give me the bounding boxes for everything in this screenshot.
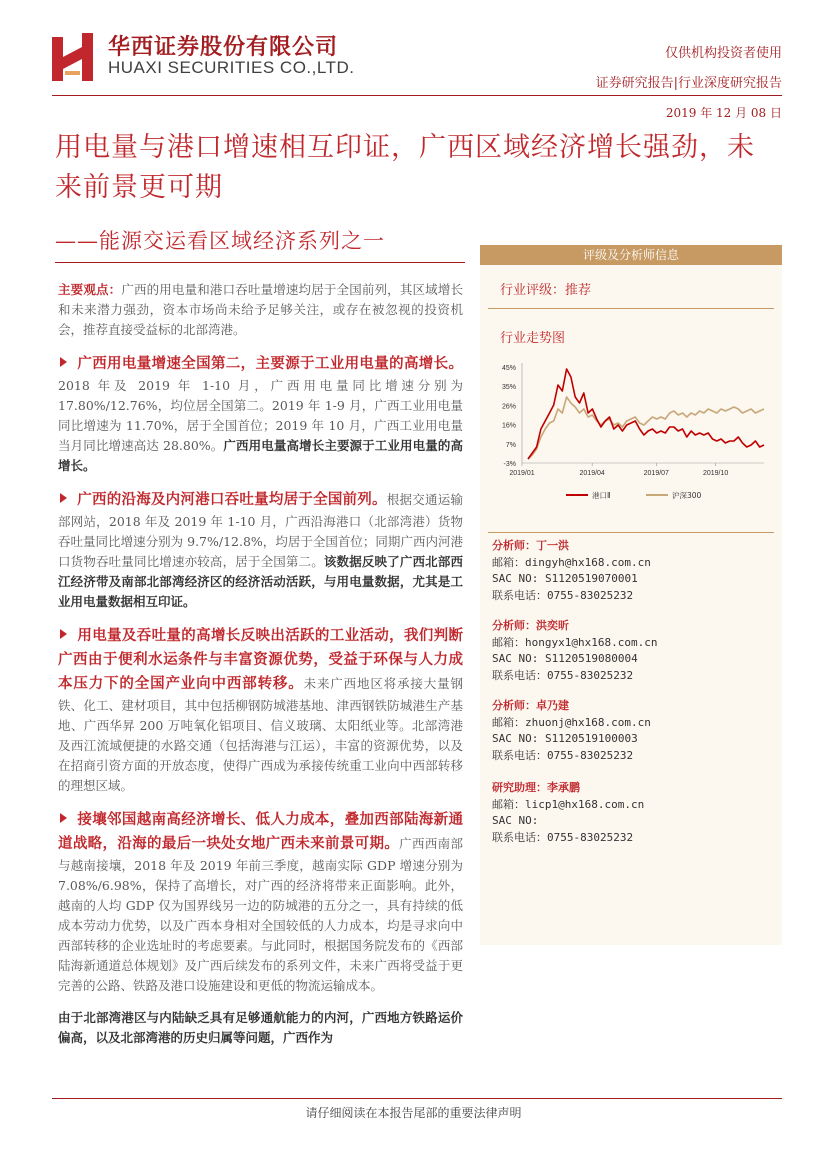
legend-label: 港口Ⅱ (592, 491, 611, 500)
industry-rating: 行业评级：推荐 (500, 283, 592, 298)
footer-divider (52, 1098, 782, 1099)
huaxi-logo-icon (52, 33, 98, 81)
y-tick-label: 35% (501, 384, 516, 392)
analyst-phone: 联系电话：0755-83025232 (492, 748, 634, 762)
series-line-hs300 (528, 397, 764, 459)
bullet-electricity-conclusion: 广西用电量高增长主要源于工业用电量的高增长。 (58, 438, 463, 473)
bullet-electricity-heading: 广西用电量增速全国第二，主要源于工业用电量的高增长。 (77, 355, 463, 372)
report-type-tag: 证券研究报告|行业深度研究报告 (595, 76, 782, 91)
analyst-phone: 联系电话：0755-83025232 (492, 588, 634, 602)
legend-label: 沪深300 (672, 491, 702, 500)
header-divider (52, 95, 782, 96)
analyst-sac: SAC NO: S1120519080004 (492, 652, 638, 665)
company-name-en: HUAXI SECURITIES CO.,LTD. (108, 58, 355, 77)
sidebar-divider (488, 308, 774, 309)
sidebar-header: 评级及分析师信息 (480, 245, 782, 265)
x-tick-label: 2019/04 (579, 470, 605, 477)
analyst-block (492, 698, 651, 764)
analyst-email: 邮箱：dingyh@hx168.com.cn (492, 555, 651, 569)
y-tick-label: 7% (505, 441, 516, 449)
y-tick-label: 45% (501, 365, 516, 372)
sidebar-divider (488, 532, 774, 533)
report-date: 2019 年 12 月 08 日 (665, 106, 782, 120)
bullet-industry-heading: 用电量及吞吐量的高增长反映出活跃的工业活动，我们判断广西由于便利水运条件与丰富资源优势，受益于环保与人力成本压力下的全国产业向中西部转移。 (58, 627, 463, 692)
trend-chart-title: 行业走势图 (500, 331, 566, 346)
x-tick-label: 2019/01 (509, 470, 535, 477)
analyst-email: 邮箱：licp1@hx168.com.cn (492, 797, 645, 811)
x-tick-label: 2019/07 (643, 470, 669, 477)
y-tick-label: -3% (503, 461, 516, 468)
company-name-cn: 华西证券股份有限公司 (108, 35, 339, 60)
bullet-electricity-text: 2018 年及 2019 年 1-10 月，广西用电量同比增速分别为 17.80%/12.76%，均位居全国第二。2019 年 1-9 月，广西工业用电量同比增速为 11.70%，居于全国首位；2019 年 10 月，广西工业用电量当月同比增速高达 28.80%。 (58, 378, 463, 453)
bullet-ports-text: 根据交通运输部网站，2018 年及 2019 年 1-10 月，广西沿海港口（北部湾港）货物吞吐量同比增速分别为 9.7%/12.8%，均居于全国首位；同期广西内河港口货物吞吐量同比增速亦较高，居于全国第二。 (58, 492, 463, 569)
research-assistant-block (492, 780, 644, 846)
title-divider (55, 262, 465, 263)
bullet-triangle-icon (60, 493, 67, 503)
investor-tag: 仅供机构投资者使用 (664, 46, 782, 61)
analyst-phone: 联系电话：0755-83025232 (492, 668, 634, 682)
bullet-ports (58, 488, 463, 612)
bullet-vietnam-heading: 接壤邻国越南高经济增长、低人力成本，叠加西部陆海新通道战略，沿海的最后一块处女地广西未来前景可期。 (58, 811, 463, 852)
report-title: 用电量与港口增速相互印证，广西区域经济增长强劲，未来前景更可期 (55, 132, 755, 203)
analyst-sac: SAC NO: S1120519100003 (492, 732, 638, 745)
analyst-phone: 联系电话：0755-83025232 (492, 830, 634, 844)
bullet-vietnam (58, 808, 463, 996)
analyst-sac: SAC NO: S1120519070001 (492, 572, 638, 585)
analyst-email: 邮箱：hongyx1@hx168.com.cn (492, 635, 658, 649)
analyst-block (492, 538, 651, 604)
y-tick-label: 16% (501, 422, 516, 430)
key-points-paragraph (58, 280, 463, 340)
analyst-email: 邮箱：zhuonj@hx168.com.cn (492, 715, 651, 729)
key-points-label: 主要观点： (58, 282, 122, 297)
analyst-name: 研究助理：李承鹏 (492, 781, 580, 794)
bullet-ports-heading: 广西的沿海及内河港口吞吐量均居于全国前列。 (77, 491, 387, 508)
analyst-block (492, 618, 657, 684)
analyst-name: 分析师：丁一洪 (492, 539, 569, 552)
legal-disclaimer-footer: 请仔细阅读在本报告尾部的重要法律声明 (305, 1106, 522, 1120)
analyst-sac: SAC NO: (492, 814, 539, 827)
report-subtitle: ——能源交运看区域经济系列之一 (55, 229, 385, 253)
y-tick-label: 26% (501, 403, 516, 411)
bullet-electricity (58, 352, 463, 476)
industry-trend-chart (486, 355, 776, 515)
series-line-port (528, 369, 764, 459)
bullet-triangle-icon (60, 629, 67, 639)
bullet-triangle-icon (60, 813, 67, 823)
bullet-industry-transfer (58, 624, 463, 796)
x-tick-label: 2019/10 (702, 470, 729, 477)
bullet-ports-conclusion: 该数据反映了广西北部西江经济带及南部北部湾经济区的经济活动活跃，与用电量数据，尤其是工业用电量数据相互印证。 (58, 554, 463, 609)
analyst-name: 分析师：卓乃建 (492, 699, 569, 712)
continuation-paragraph: 由于北部湾港区与内陆缺乏具有足够通航能力的内河，广西地方铁路运价偏高，以及北部湾港的历史归属等问题，广西作为 (58, 1010, 463, 1045)
analyst-name: 分析师：洪奕昕 (492, 619, 569, 632)
bullet-vietnam-text: 广西西南部与越南接壤，2018 年及 2019 年前三季度，越南实际 GDP 增速分别为 7.08%/6.98%，保持了高增长，对广西的经济将带来正面影响。此外，越南的人均 GDP 仅为国界线另一边的防城港的五分之一，具有持续的低成本劳动力优势，以及广西本身相对全国较低的人力成本，均是寻求向中西部转移的企业选址时的考虑要素。与此同时，根据国务院发布的《西部陆海新通道总体规划》及广西后续发布的系列文件，未来广西将受益于更完善的公路、铁路及港口设施建设和更低的物流运输成本。 (58, 836, 463, 993)
bullet-triangle-icon (60, 357, 67, 367)
bullet-industry-text: 未来广西地区将承接大量钢铁、化工、建材项目，其中包括柳钢防城港基地、津西钢铁防城港生产基地、广西华昇 200 万吨氧化铝项目、信义玻璃、太阳纸业等。北部湾港及西江流域便捷的水路交通（包括海港与江运），丰富的资源优势，以及在招商引资方面的开放态度，使得广西成为承接传统重工业向中西部转移的理想区域。 (58, 676, 463, 793)
main-body (58, 280, 463, 1060)
key-points-text: 广西的用电量和港口吞吐量增速均居于全国前列，其区域增长和未来潜力强劲，资本市场尚未给予足够关注，或存在被忽视的投资机会，推荐直接受益标的北部湾港。 (58, 282, 463, 337)
